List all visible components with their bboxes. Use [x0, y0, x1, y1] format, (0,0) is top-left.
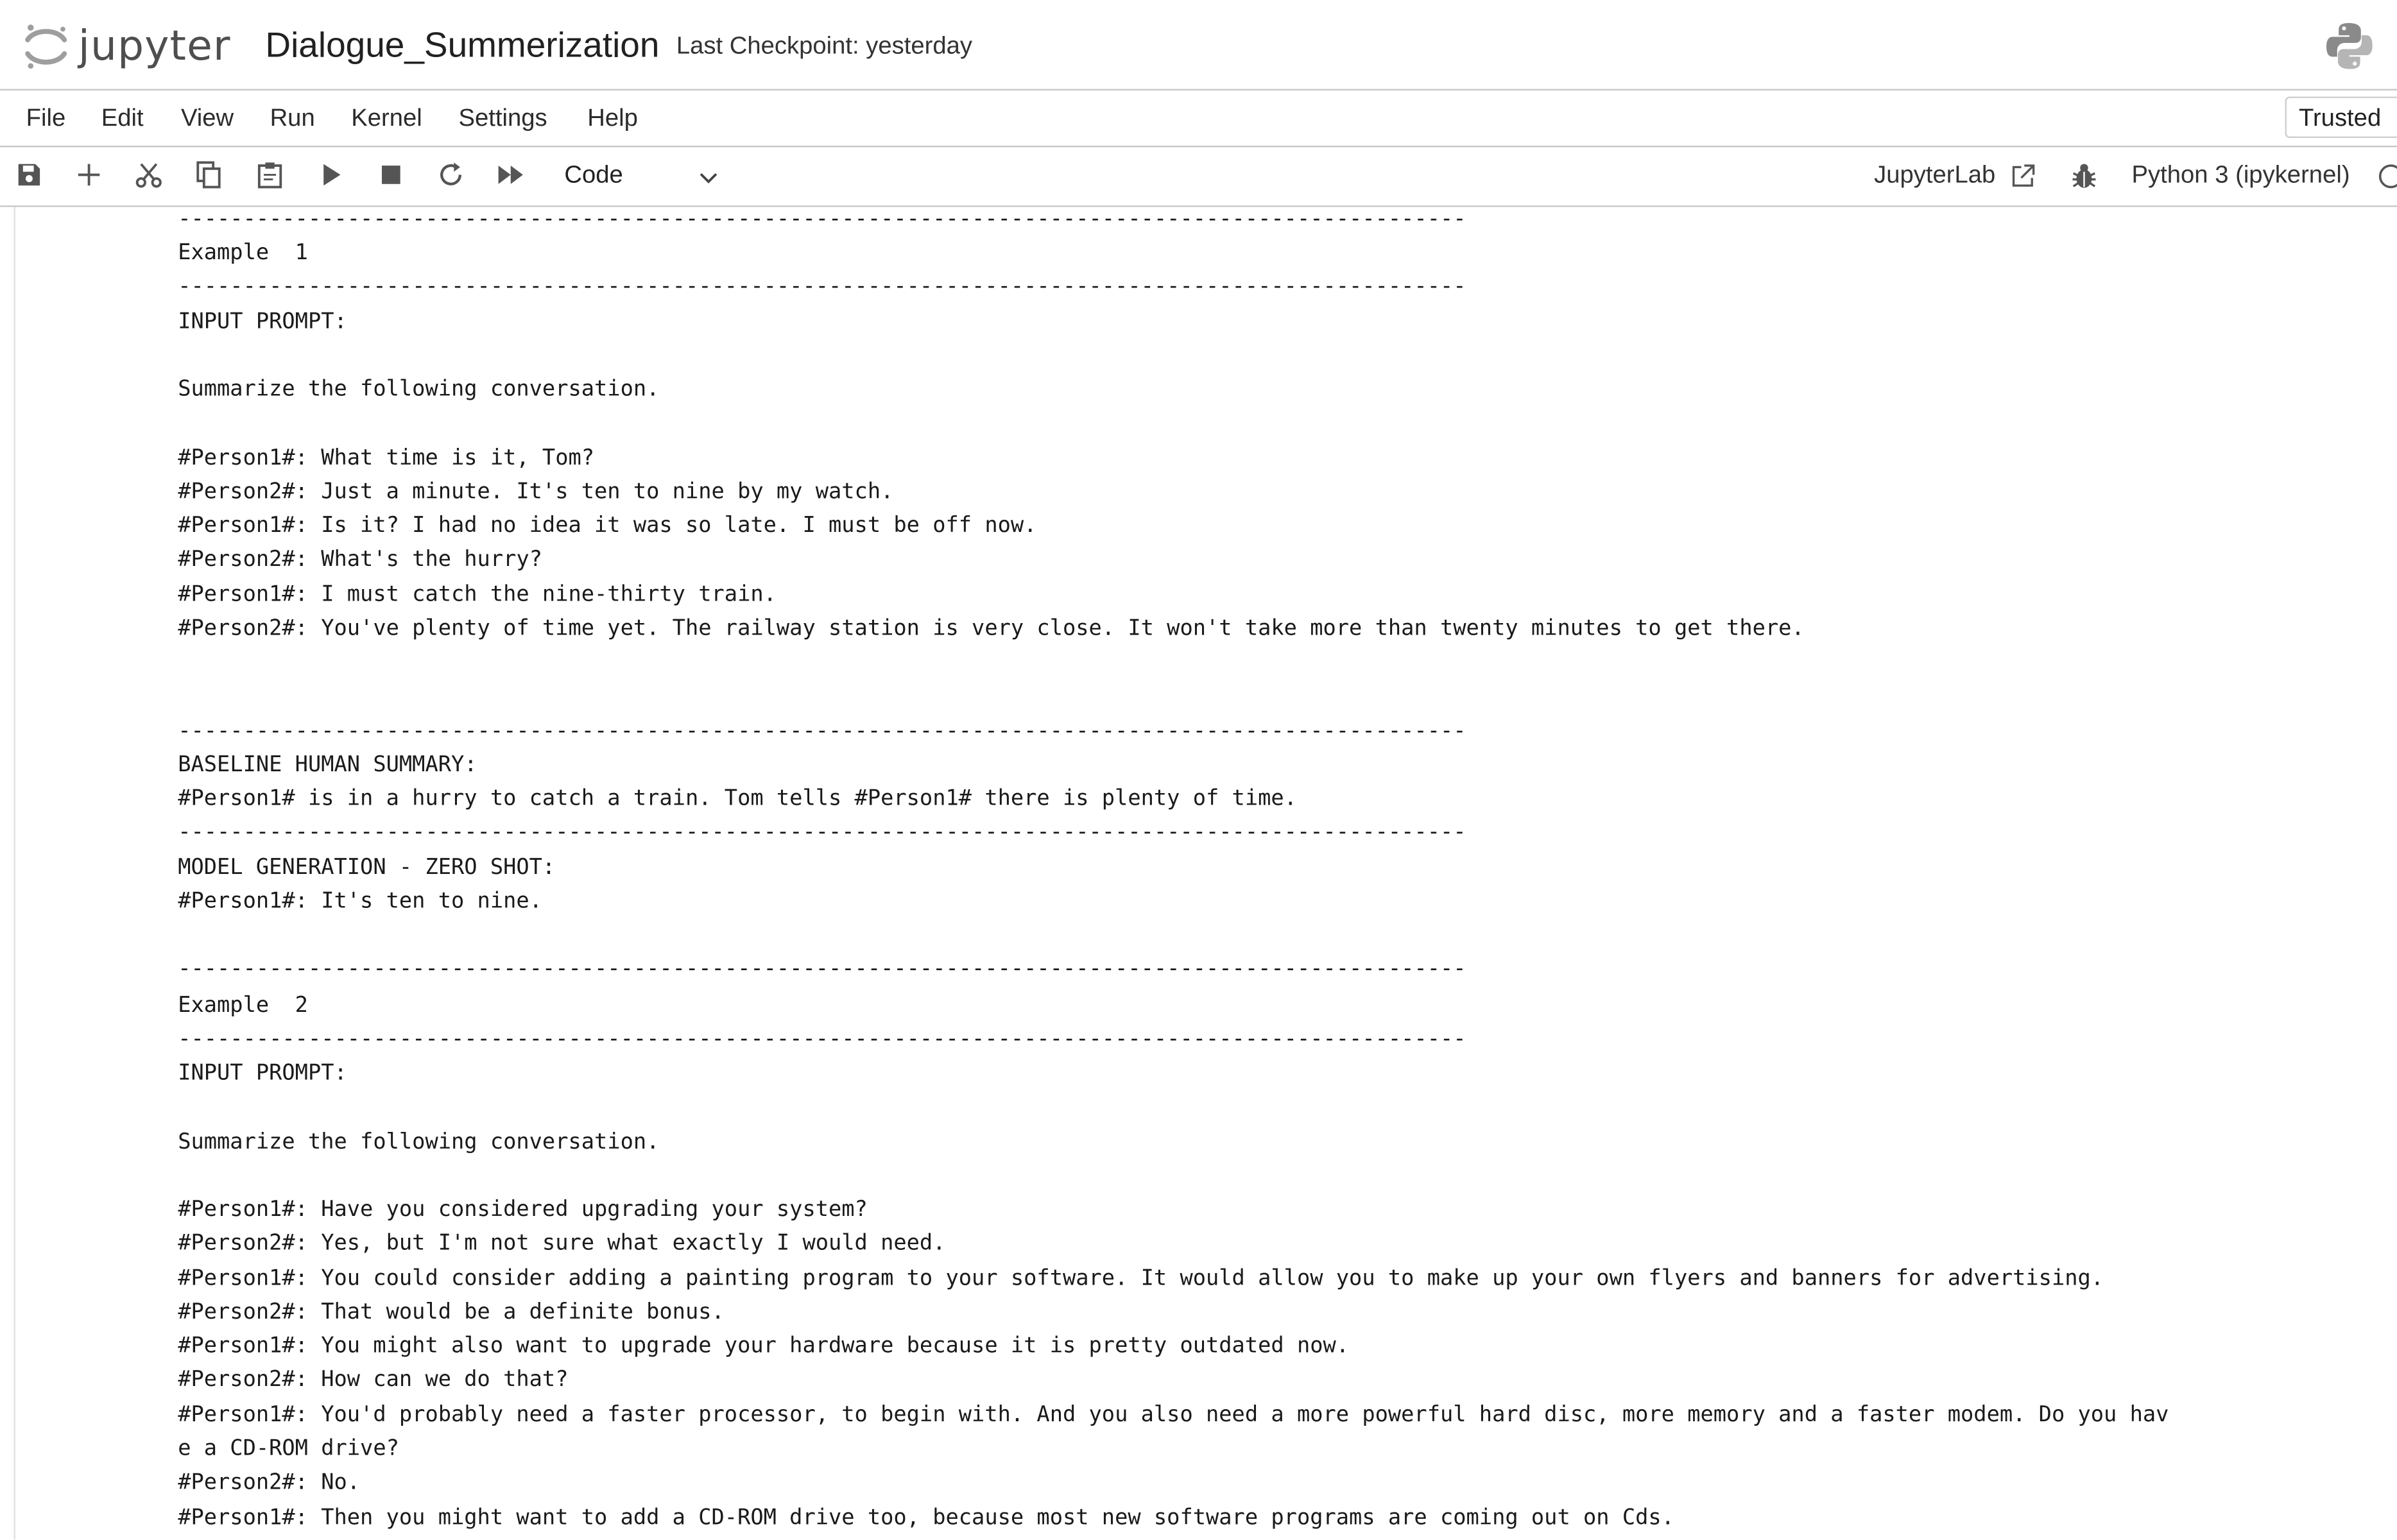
- jupyter-logo-icon: [20, 20, 72, 72]
- baseline-summary-text: #Person1# is in a hurry to catch a train. Tom tells #Person1# there is plenty of time.: [178, 786, 1297, 812]
- save-icon[interactable]: [14, 160, 45, 191]
- dialogue-line: e a CD-ROM drive?: [178, 1437, 399, 1462]
- paste-icon[interactable]: [255, 160, 286, 191]
- instruction-text: Summarize the following conversation.: [178, 377, 660, 402]
- restart-icon[interactable]: [436, 160, 467, 191]
- dialogue-line: #Person2#: Yes, but I'm not sure what exactly I would need.: [178, 1231, 946, 1256]
- debugger-bug-icon[interactable]: [2069, 161, 2100, 192]
- dialogue-line: #Person1#: I must catch the nine-thirty train.: [178, 583, 777, 608]
- dialogue-line: #Person2#: That would be a definite bonus.: [178, 1300, 725, 1325]
- dialogue-line: #Person1#: Have you considered upgrading your system?: [178, 1197, 868, 1222]
- cell-type-value: Code: [564, 162, 623, 189]
- run-icon[interactable]: [316, 160, 347, 191]
- dialogue-line: #Person2#: You've plenty of time yet. The railway station is very close. It won't take more than twenty minutes to get there.: [178, 616, 1805, 641]
- menu-file[interactable]: File: [26, 105, 66, 132]
- menu-edit[interactable]: Edit: [101, 105, 144, 132]
- separator-line: ---------------------------------------------------------------------------------------------------: [178, 957, 1466, 982]
- dialogue-line: #Person1#: You'd probably need a faster processor, to begin with. And you also need a more powerful hard disc, more memory and a faster modem. Do you hav: [178, 1403, 2169, 1428]
- kernel-name[interactable]: Python 3 (ipykernel): [2131, 162, 2350, 189]
- model-generation-text: #Person1#: It's ten to nine.: [178, 889, 542, 914]
- open-jupyterlab-link[interactable]: JupyterLab: [1874, 162, 1996, 189]
- checkpoint-status: Last Checkpoint: yesterday: [676, 33, 973, 60]
- cell-output: [178, 207, 2397, 1540]
- trusted-indicator[interactable]: Trusted: [2285, 97, 2397, 139]
- separator-line: ---------------------------------------------------------------------------------------------------: [178, 820, 1466, 845]
- separator-line: ---------------------------------------------------------------------------------------------------: [178, 207, 1466, 232]
- kernel-status-icon: [2377, 162, 2397, 190]
- dialogue-line: #Person1#: You might also want to upgrade your hardware because it is pretty outdated now.: [178, 1333, 1350, 1359]
- dialogue-line: #Person1#: You could consider adding a painting program to your software. It would allow you to make up your own flyers and banners for advertising.: [178, 1266, 2104, 1292]
- menu-settings[interactable]: Settings: [458, 105, 547, 132]
- stop-icon[interactable]: [375, 160, 406, 191]
- example-header: Example 1: [178, 241, 308, 266]
- dialogue-line: #Person1#: What time is it, Tom?: [178, 446, 595, 471]
- menu-kernel[interactable]: Kernel: [351, 105, 422, 132]
- dialogue-line: #Person2#: How can we do that?: [178, 1367, 569, 1392]
- separator-line: ---------------------------------------------------------------------------------------------------: [178, 719, 1466, 744]
- dialogue-line: #Person2#: What's the hurry?: [178, 547, 542, 572]
- separator-line: ---------------------------------------------------------------------------------------------------: [178, 274, 1466, 299]
- chevron-down-icon: [698, 167, 719, 188]
- dialogue-line: #Person1#: Is it? I had no idea it was so late. I must be off now.: [178, 513, 1037, 538]
- dialogue-line: #Person2#: Just a minute. It's ten to nine by my watch.: [178, 479, 894, 505]
- fast-forward-icon[interactable]: [495, 160, 526, 191]
- dialogue-line: #Person1#: Then you might want to add a CD-ROM drive too, because most new software programs are coming out on Cds.: [178, 1505, 1674, 1530]
- instruction-text: Summarize the following conversation.: [178, 1130, 660, 1155]
- input-prompt-label: INPUT PROMPT:: [178, 309, 347, 334]
- cell-gutter: [14, 207, 15, 1540]
- menu-help[interactable]: Help: [587, 105, 638, 132]
- menu-bar: [0, 90, 2397, 147]
- notebook-toolbar: [0, 147, 2397, 207]
- header-bar: [0, 0, 2397, 90]
- example-header: Example 2: [178, 993, 308, 1018]
- cut-icon[interactable]: [133, 160, 164, 191]
- python-logo-icon: [2323, 20, 2375, 72]
- model-generation-label: MODEL GENERATION - ZERO SHOT:: [178, 855, 556, 880]
- baseline-summary-label: BASELINE HUMAN SUMMARY:: [178, 753, 477, 778]
- menu-run[interactable]: Run: [270, 105, 315, 132]
- notebook-title[interactable]: Dialogue_Summerization: [265, 24, 660, 65]
- add-cell-icon[interactable]: [74, 160, 105, 191]
- cell-type-select[interactable]: [552, 160, 724, 194]
- menu-view[interactable]: View: [180, 105, 234, 132]
- dialogue-line: #Person2#: No.: [178, 1470, 361, 1495]
- copy-icon[interactable]: [193, 160, 224, 191]
- jupyter-logo[interactable]: [20, 15, 231, 77]
- input-prompt-label: INPUT PROMPT:: [178, 1061, 347, 1086]
- separator-line: ---------------------------------------------------------------------------------------------------: [178, 1027, 1466, 1052]
- logo-text: jupyter: [78, 22, 231, 70]
- external-link-icon[interactable]: [2009, 162, 2036, 190]
